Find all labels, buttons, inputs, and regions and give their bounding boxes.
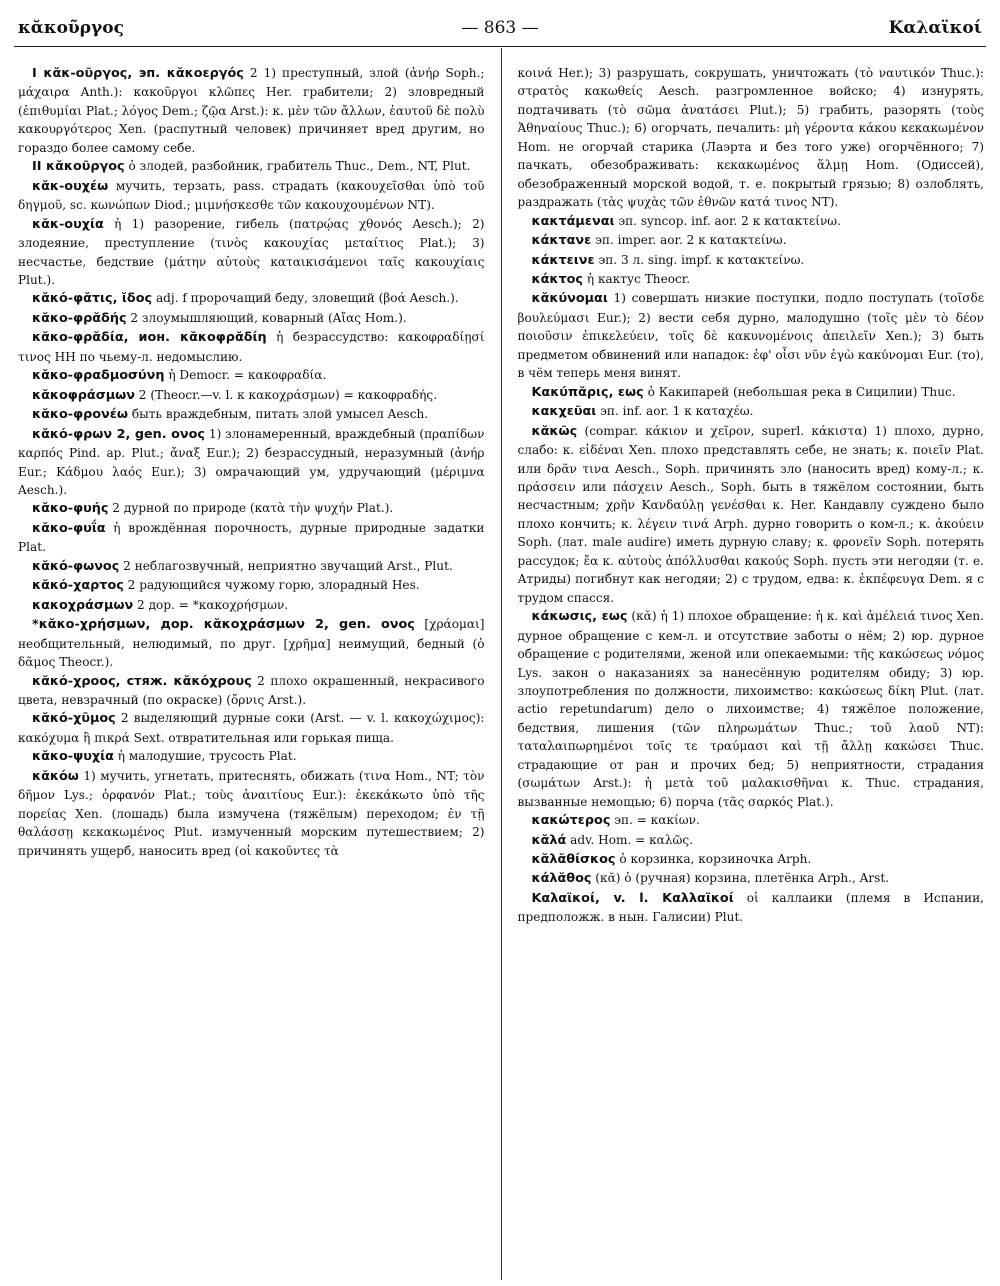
entry-definition: ἡ безрассудство: κακοφραδίῃσί τινος HH по чьему-л. недомыслию. (18, 330, 485, 364)
entry-headword: *κᾰκο-χρήσμων, дор. κᾰκοχράσμων 2, gen. ονος (32, 617, 415, 633)
entry-headword: κᾰκόω (32, 768, 79, 784)
dictionary-entry (18, 405, 485, 424)
entry-headword: κᾰκ-ουχέω (32, 178, 109, 194)
entry-definition: ὁ корзинка, корзиночка Arph. (615, 852, 812, 867)
entry-headword: κᾰκό-φᾰτις, ῐδος (32, 291, 153, 307)
entry-definition: adv. Hom. = καλῶς. (566, 832, 693, 847)
entry-definition: быть враждебным, питать злой умысел Aesch. (128, 407, 429, 422)
dictionary-entry (518, 383, 985, 402)
dictionary-entry (518, 831, 985, 850)
entry-headword: κᾰκό-χροος, стяж. κᾰκόχρους (32, 673, 252, 689)
header-rule (14, 46, 986, 47)
entry-headword: κᾰκό-φρων 2, gen. ονος (32, 426, 205, 442)
dictionary-entry (518, 64, 985, 212)
dictionary-entry (518, 251, 985, 270)
entry-definition: эп. 3 л. sing. impf. к κατακτείνω. (594, 252, 805, 267)
entry-definition: мучить, терзать, pass. страдать (κακουχεῖσθαι ὑπὸ τοῦ δηγμοῦ, sc. κωνώπων Diod.; μιμνήσκεσθε τῶν κακουχουμένων NT). (18, 178, 485, 213)
entry-headword: κακώτερος (531, 813, 611, 829)
entry-definition: ἡ 1) разорение, гибель (πατρῴας χθονός Aesch.); 2) злодеяние, преступление (τινὸς κακουχίας μεταίτιος Plat.); 3) несчастье, бедствие (μάτην αὑτοὺς καταικισάμενοι ταῖς κακουχίαις Plut.). (18, 216, 485, 287)
dictionary-entry (518, 889, 985, 927)
entry-definition: [χράομαι] необщительный, нелюдимый, по друг. [χρῆμα] неимущий, бедный (ὁ δᾶμος Theocr.). (18, 617, 485, 670)
dictionary-entry (18, 157, 485, 176)
entry-headword: κακτάμεναι (531, 213, 615, 229)
dictionary-entry (518, 289, 985, 382)
header-last-word: Καλαϊκοί (888, 18, 982, 38)
page-header (14, 12, 986, 42)
entry-definition: эп. syncop. inf. aor. 2 к κατακτείνω. (614, 213, 842, 228)
dictionary-entry (18, 309, 485, 328)
dictionary-entry (518, 607, 985, 811)
right-column (518, 64, 985, 1280)
entry-headword: κᾰκο-φραδμοσύνη (32, 368, 165, 384)
entry-definition: 2 дор. = *κακοχρήσμων. (133, 597, 289, 612)
entry-definition: adj. f пророчащий беду, зловещий (βοά Aesch.). (152, 291, 459, 306)
entry-definition: ὁ злодей, разбойник, грабитель Thuc., Dem., NT, Plut. (124, 159, 471, 174)
dictionary-entry (18, 519, 485, 557)
entry-headword: κάκτος (531, 271, 584, 287)
entry-definition: 2 плохо окрашенный, некрасивого цвета, невзрачный (по окраске) (ὄρνις Arst.). (18, 673, 485, 707)
column-divider (501, 48, 502, 1280)
entry-definition: 2 выделяющий дурные соки (Arst. — v. l. κακοχώχιμος): κακόχυμα ἢ πικρά Sext. отвратительная или горькая пища. (18, 711, 485, 745)
entry-headword: κάκτανε (531, 233, 592, 249)
entry-headword: κᾰλά (531, 832, 567, 848)
entry-definition: ἡ Democr. = κακοφραδία. (164, 368, 327, 383)
entry-definition: эп. inf. aor. 1 к καταχέω. (596, 404, 754, 419)
dictionary-entry (18, 709, 485, 747)
dictionary-entry (18, 328, 485, 366)
dictionary-entry (518, 402, 985, 421)
entry-definition: (compar. κάκιον и χεῖρον, superl. κάκιστα) 1) плохо, дурно, слабо: κ. εἰδέναι Xen. плохо представлять себе, не знать; κ. ποιεῖν Plat. или δρᾶν τινα Aesch., Soph. причинять зло (наносить вред) кому-л.; κ. πράσσειν или πάσχειν Aesch., Soph. быть в тяжёлом состоянии, быть несчастным; χρῆν Κανδαύλῃ γενέσθαι κ. Her. Кандавлу суждено было плохо кончить; κ. λέγειν τινά Arph. дурно говорить о ком-л.; κ. ἀκούειν Soph. (лат. male audire) иметь дурную славу; κ. φρονεῖν Soph. потерять рассудок; ἔα κ. αὐτοὺς ἀπόλλυσθαι κακούς Soph. пусть эти негодяи (т. е. Атриды) погибнут как негодяи; 2) с трудом, едва: κ. ἐκπέφευγα Dem. я с трудом спасся. (517, 423, 984, 605)
left-column (18, 64, 485, 1280)
entry-definition: (κᾰ) ἡ 1) плохое обращение: ἡ κ. καὶ ἀμέλειά τινος Xen. дурное обращение с кем-л. и отсутствие заботы о нём; 2) юр. дурное обращение с родителями, женой или опекаемыми: τῆς κακώσεως νόμος Lys. закон о наказаниях за нанесённую родителям обиду; 3) юр. злоупотребления по должности, лихоимство: κακώσεως δίκη Plut. (лат. actio repetundarum) дело о лихоимстве; 4) тяжёлое положение, бедствия, лишения (τῶν πληρωμάτων Thuc.; τοῦ λαοῦ NT): ταταλαιπωρημένοι τοῖς τε τραύμασι καὶ τῇ ἄλλῃ κακώσει Thuc. страдающие от ран и прочих бед; 5) неприятности, страдания (σωμάτων Arst.): ἡ μετὰ τοῦ μαλακισθῆναι κ. Thuc. страдания, вызванные немощью; 6) порча (τᾶς σαρκός Plat.). (517, 609, 984, 809)
dictionary-entry (18, 557, 485, 576)
entry-headword: κᾰκο-φυΐα (32, 520, 106, 536)
dictionary-entry (18, 767, 485, 860)
dictionary-entry (18, 747, 485, 766)
entry-headword: κακχεῦαι (531, 404, 597, 420)
entry-definition: 1) мучить, угнетать, притеснять, обижать (τινα Hom., NT; τὸν δῆμον Lys.; ὀρφανόν Plat.; τοὺς ἀναιτίους Eur.): ἐκεκάκωτο ὑπὸ τῆς πορείας Xen. (лошадь) была измучена (тяжёлым) переходом; ἐν τῇ θαλάσσῃ κεκακωμένος Plut. измученный морским путешествием; 2) причинять ущерб, наносить вред (οἱ κακοῦντες τὰ (18, 768, 485, 858)
dictionary-entry (518, 422, 985, 608)
entry-definition: 2 дурной по природе (κατὰ τὴν ψυχήν Plat.). (108, 501, 394, 516)
dictionary-entry (18, 289, 485, 308)
entry-headword: Κακύπᾰρις, εως (531, 384, 644, 400)
entry-definition: ἡ малодушие, трусость Plat. (113, 749, 297, 764)
entry-definition: 2 1) преступный, злой (ἀνήρ Soph.; μάχαιρα Anth.): κακοῦργοι κλῶπες Her. грабители; 2) зловредный (ἐπιθυμίαι Plat.; λόγος Dem.; ζῷα Arst.): κ. μὲν τῶν ἄλλων, ἑαυτοῦ δὲ πολὺ κακουργότερος Xen. (распутный человек) причиняет вред другим, но гораздо более самому себе. (18, 66, 485, 155)
dictionary-entry (518, 212, 985, 231)
dictionary-entry (518, 811, 985, 830)
dictionary-entry (18, 215, 485, 290)
entry-definition: 2 неблагозвучный, неприятно звучащий Arst., Plut. (119, 558, 453, 573)
entry-headword: κᾰκό-χῡμος (32, 711, 116, 727)
entry-headword: II κᾰκοῦργος (32, 159, 125, 175)
dictionary-entry (18, 366, 485, 385)
entry-definition: ἡ кактус Theocr. (583, 271, 691, 286)
header-first-word: κᾰκοῦργος (18, 18, 124, 38)
dictionary-entry (518, 270, 985, 289)
dictionary-entry (18, 596, 485, 615)
entry-headword: κᾰκο-φρονέω (32, 407, 129, 423)
entry-headword: κάκωσις, εως (531, 609, 628, 625)
entry-headword: κακοχράσμων (32, 597, 134, 613)
entry-definition: ὁ Какипарей (небольшая река в Сицилии) Thuc. (643, 384, 956, 399)
page-number: — 863 — (461, 18, 539, 38)
entry-headword: κᾰκῶς (531, 423, 578, 439)
entry-headword: κᾰκο-φρᾰδία, ион. κᾰκοφρᾰδίη (32, 330, 267, 346)
entry-headword: κᾰκ-ουχία (32, 216, 104, 232)
entry-headword: κᾰκύνομαι (531, 291, 608, 307)
entry-headword: κᾰκο-φρᾰδής (32, 310, 127, 326)
entry-definition: 2 злоумышляющий, коварный (Αἴας Hom.). (126, 310, 407, 325)
entry-definition: 2 радующийся чужому горю, злорадный Hes. (123, 578, 420, 593)
entry-definition: οἱ каллаики (племя в Испании, предположж. в нын. Галисии) Plut. (517, 890, 984, 925)
entry-headword: κᾰκοφράσμων (32, 387, 135, 403)
dictionary-entry (18, 576, 485, 595)
dictionary-entry (18, 177, 485, 215)
dictionary-entry (18, 386, 485, 405)
dictionary-entry (18, 425, 485, 500)
dictionary-entry (18, 499, 485, 518)
dictionary-entry (518, 850, 985, 869)
entry-definition: ἡ врождённая порочность, дурные природные задатки Plat. (18, 520, 485, 555)
dictionary-entry (18, 615, 485, 671)
entry-definition: эп. imper. aor. 2 к κατακτείνω. (591, 233, 787, 248)
entry-headword: I κᾰκ-οῦργος, эп. κᾰκοεργός (32, 66, 244, 81)
dictionary-entry (518, 869, 985, 888)
entry-headword: κάκτεινε (531, 252, 595, 268)
entry-headword: κᾰκό-φωνος (32, 558, 120, 574)
entry-headword: κᾰλᾰθίσκος (531, 852, 616, 868)
entry-headword: Καλαϊκοί, v. l. Καλλαϊκοί (531, 890, 734, 906)
entry-definition: 2 (Theocr.—v. l. к κακοχράσμων) = κακοφραδής. (134, 387, 438, 402)
entry-definition: 1) злонамеренный, враждебный (πραπίδων καρπός Pind. ap. Plut.; ἄναξ Eur.); 2) безрассудный, неразумный (ἀνήρ Eur.; Κάδμου λαός Eur.); 3) омрачающий ум, удручающий (μέριμνα Aesch.). (18, 426, 485, 497)
dictionary-entry (518, 231, 985, 250)
entry-headword: κάλᾰθος (531, 871, 592, 887)
entry-headword: κᾰκό-χαρτος (32, 578, 124, 594)
entry-headword: κᾰκο-φυής (32, 501, 109, 517)
entry-definition: κοινά Her.); 3) разрушать, сокрушать, уничтожать (τὸ ναυτικόν Thuc.): στρατὸς κακωθείς Aesch. разгромленное войско; 4) изнурять, подтачивать (τὸ σῶμα ἀνατάσει Plut.); 5) грабить, разорять (τοὺς Ἀθηναίους Thuc.); 6) огорчать, печалить: μὴ γέροντα κάκου κεκακωμένον Hom. не огорчай старика (Лаэрта и без того уже) огорчённого; 7) пачкать, обезображивать: κεκακωμένος ἅλμῃ Hom. (Одиссей), обезображенный морской водой, т. е. покрытый грязью; 8) озлоблять, раздражать (τὰς ψυχὰς τῶν ἐθνῶν κατά τινος NT). (517, 66, 984, 210)
dictionary-entry (18, 64, 485, 157)
entry-definition: 1) совершать низкие поступки, подло поступать (τοῖσδε βουλεύμασι Eur.); 2) вести себя дурно, малодушно (τοῖς μὲν τὸ δέον ποιοῦσιν ἐπικελεύειν, τοῖς δὲ κακυνομένοις ἀπειλεῖν Xen.); 3) быть предметом обвинений или нападок: ἐφ' οἷσι νῦν ἐγὼ κακύνομαι Eur. (то), в чём теперь меня винят. (517, 291, 984, 381)
entry-headword: κᾰκο-ψυχία (32, 749, 114, 765)
dictionary-entry (18, 672, 485, 710)
entry-definition: эп. = κακίων. (610, 813, 700, 828)
text-columns (18, 64, 984, 1280)
entry-definition: (κᾰ) ὁ (ручная) корзина, плетёнка Arph., Arst. (591, 871, 890, 886)
